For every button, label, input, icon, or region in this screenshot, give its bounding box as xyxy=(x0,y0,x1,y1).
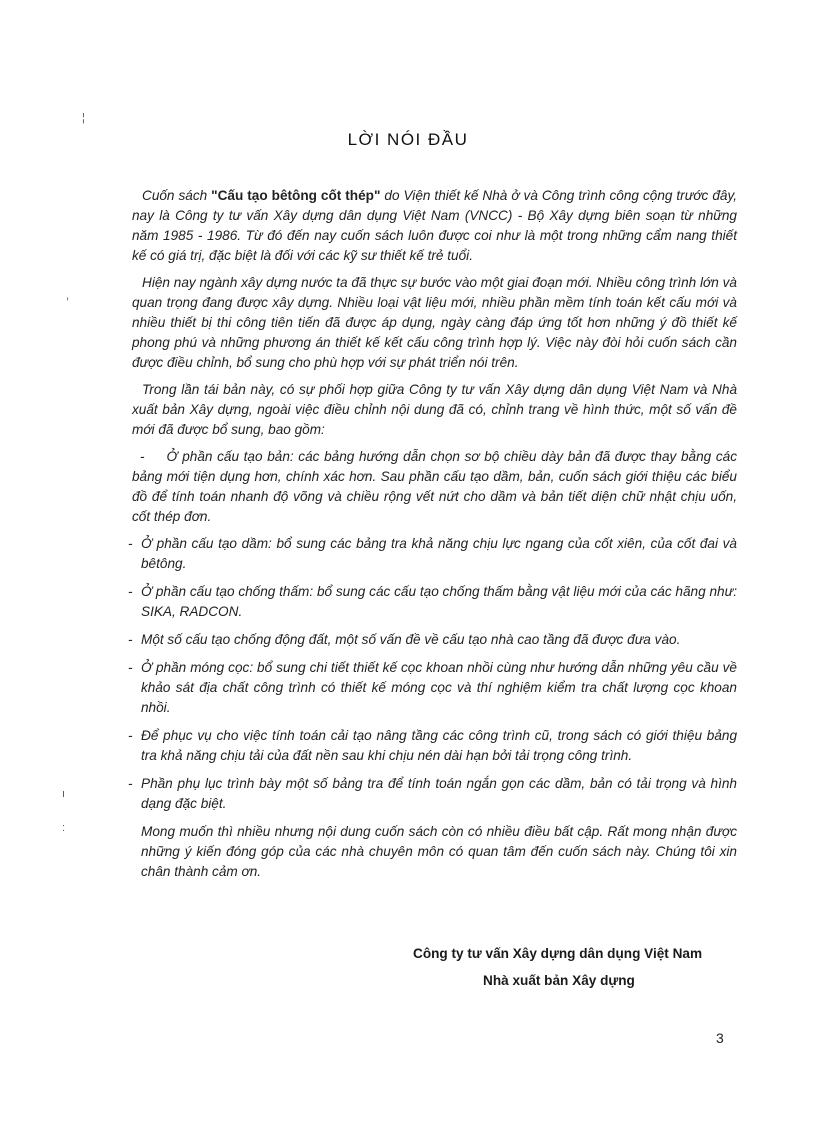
list-item xyxy=(128,534,737,574)
list-dash: - xyxy=(128,536,133,551)
closing-paragraph: Mong muốn thì nhiều nhưng nội dung cuốn sách còn có nhiều điều bất cập. Rất mong nhận được những ý kiến đóng góp của các nhà chuyên môn có quan tâm đến cuốn sách này. Chúng tôi xin chân thành cảm ơn. xyxy=(141,824,737,879)
list-item xyxy=(128,658,737,718)
signature-company: Công ty tư vấn Xây dựng dân dụng Việt Nam xyxy=(413,946,703,961)
list-dash: - xyxy=(128,728,133,743)
scan-mark: : xyxy=(62,822,66,834)
list-item xyxy=(128,630,737,650)
list-item-text: Ở phần cấu tạo dầm: bổ sung các bảng tra khả năng chịu lực ngang của cốt xiên, của cốt đai và bêtông. xyxy=(141,536,737,571)
list-item xyxy=(128,774,737,814)
page-title: LỜI NÓI ĐẦU xyxy=(347,130,469,149)
paragraph-new-edition: Trong lần tái bản này, có sự phối hợp giữa Công ty tư vấn Xây dựng dân dụng Việt Nam và Nhà xuất bản Xây dựng, ngoài việc điều chỉnh nội dung đã có, chỉnh trang về hình thức, một số vấn đề mới đã được bổ sung, bao gồm: xyxy=(132,382,737,437)
list-item-text: Ở phần cấu tạo bản: các bảng hướng dẫn chọn sơ bộ chiều dày bản đã được thay bằng các bảng mới tiện dụng hơn, chính xác hơn. Sau phần cấu tạo dầm, bản, cuốn sách giới thiệu các biểu đồ để tính toán nhanh độ võng và chiều rộng vết nứt cho dầm và bản tiết diện chữ nhật chịu uốn, cốt thép đơn. xyxy=(132,449,737,524)
paragraph-intro xyxy=(132,186,737,266)
scan-mark: ¦ xyxy=(82,112,85,124)
list-dash: - xyxy=(128,584,133,599)
intro-rest: do Viện thiết kế Nhà ở và Công trình công cộng trước đây, nay là Công ty tư vấn Xây dựng dân dụng Việt Nam (VNCC) - Bộ Xây dựng biên soạn từ những năm 1985 - 1986. Từ đó đến nay cuốn sách luôn được coi như là một trong những cẩm nang thiết kế có giá trị, đặc biệt là đối với các kỹ sư thiết kế trẻ tuổi. xyxy=(132,188,738,263)
list-item xyxy=(128,726,737,766)
intro-prefix: Cuốn sách xyxy=(142,188,212,203)
list-item-text: Để phục vụ cho việc tính toán cải tạo nâng tầng các công trình cũ, trong sách có giới thiệu bảng tra khả năng chịu tải của đất nền sau khi chịu nén dài hạn bởi tải trọng công trình. xyxy=(141,728,737,763)
list-item-text: Ở phần móng cọc: bổ sung chi tiết thiết kế cọc khoan nhồi cùng như hướng dẫn những yêu cầu về khảo sát địa chất công trình có thiết kế móng cọc và thí nghiệm kiểm tra chất lượng cọc khoan nhồi. xyxy=(141,660,737,715)
list-dash: - xyxy=(140,449,145,464)
list-dash: - xyxy=(128,776,133,791)
list-item xyxy=(132,447,737,527)
list-item-text: Một số cấu tạo chống động đất, một số vấn đề về cấu tạo nhà cao tầng đã được đưa vào. xyxy=(141,632,681,647)
signature-publisher: Nhà xuất bản Xây dựng xyxy=(483,973,635,988)
book-title: "Cấu tạo bêtông cốt thép" xyxy=(211,188,381,203)
paragraph-current-situation: Hiện nay ngành xây dựng nước ta đã thực sự bước vào một giai đoạn mới. Nhiều công trình lớn và quan trọng đang được xây dựng. Nhiều loại vật liệu mới, nhiều phần mềm tính toán kết cấu mới và nhiều thiết bị thi công tiên tiến đã được áp dụng, ngày càng đáp ứng tốt hơn những ý đồ thiết kế phong phú và những phương án thiết kế kết cấu công trình hợp lý. Việc này đòi hỏi cuốn sách cần được điều chỉnh, bổ sung cho phù hợp với sự phát triển nói trên. xyxy=(132,275,737,370)
scan-mark: ı xyxy=(62,788,66,800)
body-text xyxy=(128,186,738,882)
scan-mark: , xyxy=(66,290,70,302)
list-dash: - xyxy=(128,632,133,647)
page-number: 3 xyxy=(716,1030,724,1046)
list-item-text: Phần phụ lục trình bày một số bảng tra để tính toán ngắn gọn các dầm, bản có tải trọng và hình dạng đặc biệt. xyxy=(141,776,737,811)
list-item-text: Ở phần cấu tạo chống thấm: bổ sung các cấu tạo chống thấm bằng vật liệu mới của các hãng như: SIKA, RADCON. xyxy=(141,584,737,619)
list-item xyxy=(128,582,737,622)
list-dash: - xyxy=(128,660,133,675)
